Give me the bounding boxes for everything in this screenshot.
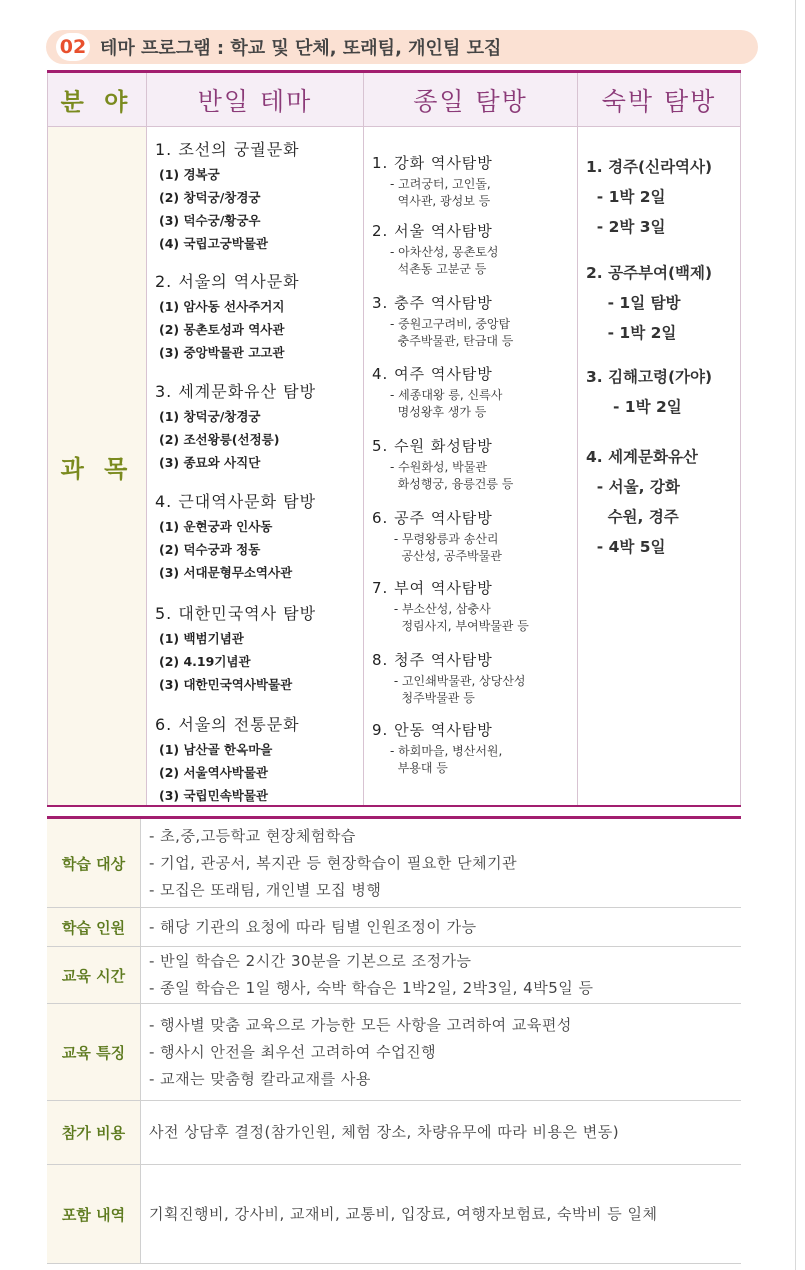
- overnight-group: [586, 365, 712, 417]
- full-day-group-title: 1. 강화 역사탐방: [372, 154, 493, 172]
- info-row-line: - 기업, 관공서, 복지관 등 현장학습이 필요한 단체기관: [149, 853, 518, 872]
- full-day-group-detail: - 무령왕릉과 송산리 공산성, 공주박물관: [393, 532, 502, 563]
- info-row-line: 기획진행비, 강사비, 교재비, 교통비, 입장료, 여행자보험료, 숙박비 등 일체: [149, 1204, 658, 1223]
- full-day-group-detail: - 세종대왕 릉, 신륵사 명성왕후 생가 등: [390, 388, 503, 419]
- half-day-group-title: 2. 서울의 역사문화: [155, 272, 300, 291]
- info-row-line: 사전 상담후 결정(참가인원, 체험 장소, 차량유무에 따라 비용은 변동): [149, 1123, 620, 1141]
- half-day-item: (3) 대한민국역사박물관: [159, 677, 293, 692]
- half-day-item: (1) 남산골 한옥마을: [159, 742, 273, 757]
- info-row: [47, 1165, 741, 1264]
- full-day-list: [364, 127, 577, 805]
- overnight-detail: - 1일 탐방: [586, 294, 681, 312]
- info-row: [47, 1004, 741, 1101]
- info-row-label: 포함 내역: [47, 1165, 141, 1263]
- half-day-item: (1) 경복궁: [159, 167, 220, 182]
- overnight-group: [586, 445, 698, 557]
- half-day-item: (2) 창덕궁/창경궁: [159, 190, 261, 205]
- info-row: [47, 819, 741, 908]
- info-row-content: [149, 1165, 741, 1263]
- full-day-group: [372, 719, 502, 777]
- info-row-content: [149, 1004, 741, 1100]
- half-day-item: (2) 몽촌토성과 역사관: [159, 322, 285, 337]
- full-day-group: [372, 220, 499, 278]
- header-full-day: 종일 탐방: [364, 73, 577, 127]
- half-day-item: (3) 중앙박물관 고고관: [159, 345, 285, 360]
- full-day-group-title: 4. 여주 역사탐방: [372, 365, 493, 383]
- full-day-group-title: 9. 안동 역사탐방: [372, 721, 493, 739]
- full-day-group-title: 2. 서울 역사탐방: [372, 222, 493, 240]
- info-row-line: - 교재는 맞춤형 칼라교재를 사용: [149, 1069, 371, 1088]
- full-day-group-detail: - 하회마을, 병산서원, 부용대 등: [390, 744, 503, 775]
- info-row-line: - 행사시 안전을 최우선 고려하여 수업진행: [149, 1042, 437, 1061]
- overnight-detail: - 1박 2일: [586, 398, 682, 416]
- full-day-group-title: 5. 수원 화성탐방: [372, 437, 493, 455]
- overnight-group-title: 4. 세계문화유산: [586, 448, 698, 466]
- overnight-group: [586, 155, 712, 237]
- column-category: [47, 73, 147, 805]
- full-day-group-title: 6. 공주 역사탐방: [372, 509, 493, 527]
- full-day-group-title: 8. 청주 역사탐방: [372, 651, 493, 669]
- info-row-line: - 해당 기관의 요청에 따라 팀별 인원조정이 가능: [149, 917, 477, 936]
- overnight-list: [578, 127, 740, 805]
- half-day-group-title: 4. 근대역사문화 탐방: [155, 492, 317, 511]
- full-day-group-detail: - 수원화성, 박물관 화성행궁, 융릉건릉 등: [390, 460, 514, 491]
- half-day-item: (1) 백범기념관: [159, 631, 244, 646]
- info-row: [47, 908, 741, 947]
- full-day-group-title: 3. 충주 역사탐방: [372, 294, 493, 312]
- header-overnight: 숙박 탐방: [578, 73, 740, 127]
- header-half-day: 반일 테마: [147, 73, 363, 127]
- full-day-group: [372, 435, 513, 493]
- full-day-group-detail: - 중원고구려비, 중앙탑 충주박물관, 탄금대 등: [390, 317, 514, 348]
- info-row-line: - 초,중,고등학교 현장체험학습: [149, 826, 356, 845]
- column-overnight: [578, 73, 741, 805]
- half-day-group: [155, 712, 300, 804]
- full-day-group: [372, 292, 513, 350]
- info-table: [47, 816, 741, 1264]
- half-day-item: (4) 국립고궁박물관: [159, 236, 269, 251]
- full-day-group: [372, 363, 502, 421]
- half-day-item: (3) 덕수궁/황궁우: [159, 213, 261, 228]
- info-row-line: - 반일 학습은 2시간 30분을 기본으로 조정가능: [149, 952, 472, 970]
- half-day-item: (1) 암사동 선사주거지: [159, 299, 285, 314]
- overnight-detail: - 1박 2일: [586, 324, 677, 342]
- section-title: 테마 프로그램 : 학교 및 단체, 또래팀, 개인팀 모집: [100, 38, 502, 59]
- info-row-line: - 종일 학습은 1일 행사, 숙박 학습은 1박2일, 2박3일, 4박5일 등: [149, 979, 594, 997]
- section-number-badge: 02: [56, 33, 90, 61]
- info-row-line: - 모집은 또래팀, 개인별 모집 병행: [149, 880, 382, 899]
- overnight-group: [586, 261, 712, 343]
- overnight-detail: - 서울, 강화: [586, 478, 680, 496]
- half-day-item: (2) 조선왕릉(선정릉): [159, 432, 280, 447]
- half-day-group: [155, 489, 316, 581]
- program-table: [47, 70, 741, 807]
- row-label-subjects: 과 목: [60, 454, 134, 483]
- half-day-group-title: 3. 세계문화유산 탐방: [155, 382, 317, 401]
- info-row-content: [149, 947, 741, 1003]
- full-day-group: [372, 577, 529, 635]
- info-row: [47, 1101, 741, 1165]
- overnight-detail: - 1박 2일: [586, 188, 666, 206]
- half-day-group: [155, 269, 300, 361]
- half-day-item: (2) 4.19기념관: [159, 654, 251, 669]
- full-day-group-detail: - 고려궁터, 고인돌, 역사관, 광성보 등: [390, 177, 491, 208]
- info-row-label: 학습 인원: [47, 908, 141, 946]
- info-row-label: 학습 대상: [47, 819, 141, 907]
- overnight-group-title: 3. 김해고령(가야): [586, 368, 713, 386]
- full-day-group-title: 7. 부여 역사탐방: [372, 579, 493, 597]
- half-day-group-title: 5. 대한민국역사 탐방: [155, 604, 317, 623]
- column-half-day: [147, 73, 364, 805]
- overnight-detail: - 4박 5일: [586, 538, 666, 556]
- half-day-item: (3) 국립민속박물관: [159, 788, 269, 803]
- info-row-line: - 행사별 맞춤 교육으로 가능한 모든 사항을 고려하여 교육편성: [149, 1015, 572, 1034]
- info-row-content: [149, 819, 741, 907]
- half-day-list: [147, 127, 363, 805]
- half-day-item: (1) 창덕궁/창경궁: [159, 409, 261, 424]
- info-row-label: 교육 특징: [47, 1004, 141, 1100]
- header-category: 분 야: [48, 73, 146, 127]
- half-day-group: [155, 379, 316, 471]
- info-row-label: 교육 시간: [47, 947, 141, 1003]
- page-right-border: [795, 0, 796, 1270]
- info-row-content: [149, 1101, 741, 1164]
- half-day-item: (3) 종묘와 사직단: [159, 455, 261, 470]
- half-day-item: (2) 덕수궁과 정동: [159, 542, 261, 557]
- full-day-group-detail: - 부소산성, 삼충사 정림사지, 부여박물관 등: [393, 602, 529, 633]
- info-row-label: 참가 비용: [47, 1101, 141, 1164]
- half-day-item: (1) 운현궁과 인사동: [159, 519, 273, 534]
- half-day-group: [155, 601, 316, 693]
- overnight-detail: 수원, 경주: [586, 508, 679, 526]
- overnight-group-title: 1. 경주(신라역사): [586, 158, 713, 176]
- half-day-group-title: 1. 조선의 궁궐문화: [155, 140, 300, 159]
- full-day-group: [372, 649, 526, 707]
- full-day-group: [372, 152, 493, 210]
- column-full-day: [364, 73, 578, 805]
- half-day-group: [155, 137, 300, 252]
- full-day-group: [372, 507, 502, 565]
- full-day-group-detail: - 아차산성, 몽촌토성 석촌동 고분군 등: [390, 245, 499, 276]
- half-day-item: (3) 서대문형무소역사관: [159, 565, 293, 580]
- full-day-group-detail: - 고인쇄박물관, 상당산성 청주박물관 등: [393, 674, 526, 705]
- section-header: [46, 30, 758, 64]
- info-row: [47, 947, 741, 1004]
- info-row-content: [149, 908, 741, 946]
- overnight-group-title: 2. 공주부여(백제): [586, 264, 713, 282]
- overnight-detail: - 2박 3일: [586, 218, 666, 236]
- half-day-group-title: 6. 서울의 전통문화: [155, 715, 300, 734]
- half-day-item: (2) 서울역사박물관: [159, 765, 269, 780]
